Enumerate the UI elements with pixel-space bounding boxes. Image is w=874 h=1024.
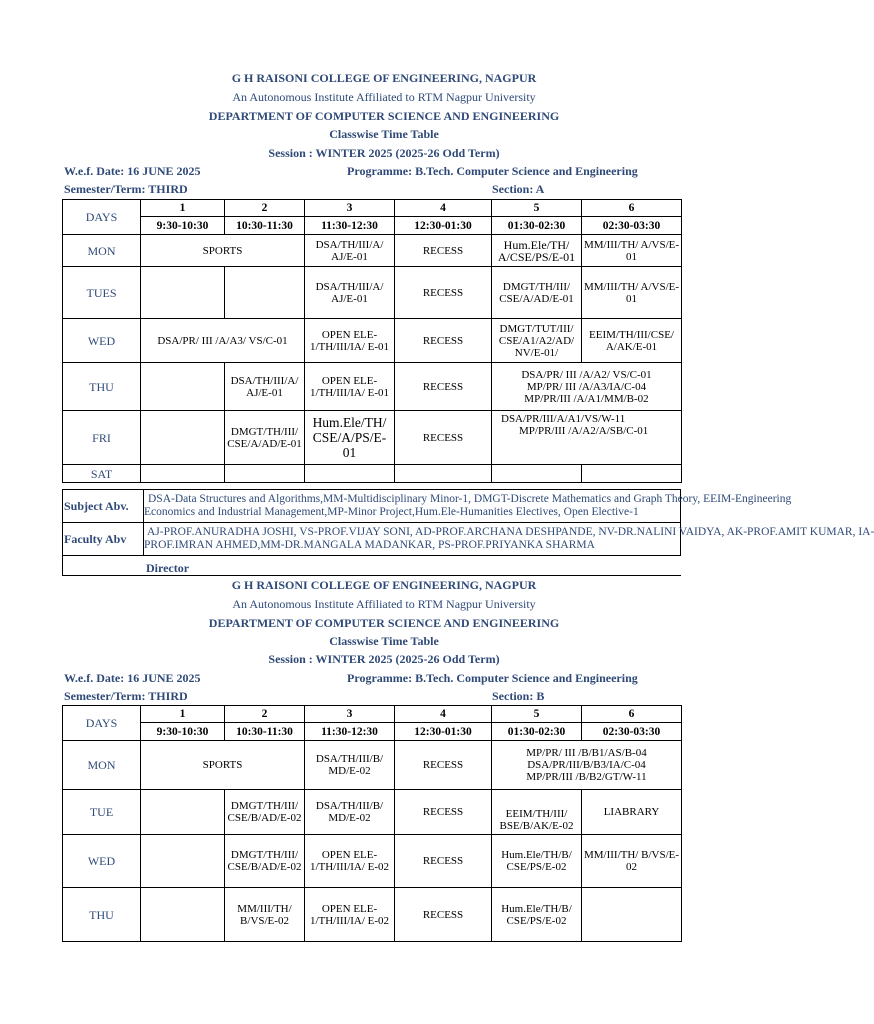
day-tues: TUES: [63, 267, 141, 319]
slot-time: 9:30-10:30: [141, 217, 225, 235]
slot-cell: Hum.Ele/TH/B/ CSE/PS/E-02: [492, 835, 582, 888]
table-row: [63, 490, 681, 523]
divider: [62, 555, 63, 576]
slot-time: 12:30-01:30: [395, 723, 492, 741]
day-mon: MON: [63, 741, 141, 790]
lab-batches-cell: [492, 411, 682, 465]
slot-number: 6: [582, 706, 682, 723]
slot-cell: [582, 465, 682, 483]
doc-title-b: Classwise Time Table: [329, 634, 439, 648]
lab-line: DSA/PR/III/B/B3/IA/C-04: [527, 759, 646, 771]
slot-number: 4: [395, 706, 492, 723]
slot-cell: RECESS: [395, 835, 492, 888]
table-row: [63, 267, 682, 319]
slot-cell: [141, 790, 225, 835]
table-row: [63, 235, 682, 267]
timetable-a: [62, 199, 682, 483]
slot-cell: RECESS: [395, 267, 492, 319]
slot-time: 10:30-11:30: [225, 723, 305, 741]
slot-cell: DSA/TH/III/B/ MD/E-02: [305, 790, 395, 835]
slot-cell: OPEN ELE-1/TH/III/IA/ E-01: [305, 319, 395, 363]
subject-abv-text: [144, 490, 792, 523]
lab-line: DSA/PR/III/A/A1/VS/W-11: [501, 413, 626, 425]
table-row: [63, 319, 682, 363]
abbreviations-a: [62, 489, 874, 556]
faculty-abv-text: [144, 523, 874, 556]
table-row: [63, 200, 682, 217]
programme-b: Programme: B.Tech. Computer Science and Engineering: [347, 671, 638, 685]
slot-cell: RECESS: [395, 411, 492, 465]
slot-time: 12:30-01:30: [395, 217, 492, 235]
lab-line: DSA/PR/ III /A/A2/ VS/C-01: [521, 368, 652, 381]
lab-batches-cell: [492, 363, 682, 411]
slot-cell: [141, 411, 225, 465]
slot-number: 1: [141, 200, 225, 217]
table-row: [63, 835, 682, 888]
slot-time: 02:30-03:30: [582, 723, 682, 741]
slot-cell: OPEN ELE-1/TH/III/IA/ E-01: [305, 363, 395, 411]
table-row: [63, 790, 682, 835]
slot-cell: [141, 835, 225, 888]
lab-line: MP/PR/ III /B/B1/AS/B-04: [526, 747, 647, 759]
slot-cell: RECESS: [395, 741, 492, 790]
slot-cell: [582, 888, 682, 942]
table-row: [63, 523, 681, 556]
lab-batches-cell: [492, 741, 682, 790]
slot-cell: DMGT/TH/III/ CSE/B/AD/E-02: [225, 835, 305, 888]
day-wed: WED: [63, 319, 141, 363]
slot-cell: [141, 363, 225, 411]
slot-cell: SPORTS: [141, 741, 305, 790]
slot-time: 10:30-11:30: [225, 217, 305, 235]
slot-cell: DSA/TH/III/A/ AJ/E-01: [305, 267, 395, 319]
slot-cell: DSA/TH/III/B/ MD/E-02: [305, 741, 395, 790]
days-header: DAYS: [63, 706, 141, 741]
table-row: [63, 217, 682, 235]
slot-cell: DSA/PR/ III /A/A3/ VS/C-01: [141, 319, 305, 363]
slot-cell: [305, 465, 395, 483]
slot-cell: Hum.Ele/TH/B/ CSE/PS/E-02: [492, 888, 582, 942]
semester-b: Semester/Term: THIRD: [64, 689, 188, 703]
slot-cell: DMGT/TH/III/ CSE/A/AD/E-01: [225, 411, 305, 465]
slot-number: 6: [582, 200, 682, 217]
table-row: [63, 706, 682, 723]
lab-line: MP/PR/III /A/A2/A/SB/C-01: [519, 425, 649, 437]
slot-time: 9:30-10:30: [141, 723, 225, 741]
slot-cell: [141, 888, 225, 942]
slot-time: 01:30-02:30: [492, 723, 582, 741]
slot-number: 1: [141, 706, 225, 723]
wef-date-b: W.e.f. Date: 16 JUNE 2025: [64, 671, 201, 685]
slot-cell: DMGT/TH/III/ CSE/A/AD/E-01: [492, 267, 582, 319]
subject-abv-label: Subject Abv.: [63, 490, 144, 523]
slot-cell: LIABRARY: [582, 790, 682, 835]
table-row: [63, 465, 682, 483]
slot-cell: MM/III/TH/ B/VS/E-02: [225, 888, 305, 942]
slot-cell: RECESS: [395, 790, 492, 835]
slot-cell: Hum.Ele/TH/ CSE/A/PS/E- 01: [305, 411, 395, 465]
slot-cell: Hum.Ele/TH/ A/CSE/PS/E-01: [492, 235, 582, 267]
slot-number: 3: [305, 200, 395, 217]
slot-cell: [492, 465, 582, 483]
day-fri: FRI: [63, 411, 141, 465]
faculty-abv-line: PROF.IMRAN AHMED,MM-DR.MANGALA MADANKAR, PS-PROF.PRIYANKA SHARMA: [144, 539, 595, 551]
lab-line: MP/PR/ III /A/A3/IA/C-04: [526, 380, 647, 393]
slot-cell: SPORTS: [141, 235, 305, 267]
affiliation-b: An Autonomous Institute Affiliated to RTM Nagpur University: [232, 597, 536, 611]
faculty-abv-line: AJ-PROF.ANURADHA JOSHI, VS-PROF.VIJAY SONI, AD-PROF.ARCHANA DESHPANDE, NV-DR.NALINI VAIDYA, AK-PROF.AMIT KUMAR, IA-: [147, 526, 874, 538]
session-b: Session : WINTER 2025 (2025-26 Odd Term): [268, 652, 500, 666]
slot-cell: MM/III/TH/ A/VS/E-01: [582, 235, 682, 267]
slot-cell: [141, 465, 225, 483]
slot-number: 5: [492, 200, 582, 217]
faculty-abv-label: Faculty Abv: [63, 523, 144, 556]
days-header: DAYS: [63, 200, 141, 235]
affiliation-a: An Autonomous Institute Affiliated to RTM Nagpur University: [232, 90, 536, 104]
slot-cell: EEIM/TH/III/ BSE/B/AK/E-02: [492, 790, 582, 835]
slot-cell: [141, 267, 225, 319]
slot-cell: DSA/TH/III/A/ AJ/E-01: [305, 235, 395, 267]
slot-time: 02:30-03:30: [582, 217, 682, 235]
slot-time: 11:30-12:30: [305, 723, 395, 741]
subject-abv-line: Economics and Industrial Management,MP-Minor Project,Hum.Ele-Humanities Electives, Open Elective-1: [144, 506, 639, 518]
day-wed: WED: [63, 835, 141, 888]
day-sat: SAT: [63, 465, 141, 483]
semester-a: Semester/Term: THIRD: [64, 182, 188, 196]
lab-line: MP/PR/III /A/A1/MM/B-02: [524, 392, 649, 405]
slot-number: 2: [225, 706, 305, 723]
slot-number: 3: [305, 706, 395, 723]
slot-cell: [225, 465, 305, 483]
table-row: [63, 741, 682, 790]
slot-cell: RECESS: [395, 235, 492, 267]
slot-cell: RECESS: [395, 319, 492, 363]
college-name-b: G H RAISONI COLLEGE OF ENGINEERING, NAGPUR: [231, 578, 537, 592]
college-name-a: G H RAISONI COLLEGE OF ENGINEERING, NAGPUR: [231, 71, 537, 85]
slot-cell: DSA/TH/III/A/ AJ/E-01: [225, 363, 305, 411]
slot-cell: MM/III/TH/ B/VS/E-02: [582, 835, 682, 888]
table-row: [63, 411, 682, 465]
programme-a: Programme: B.Tech. Computer Science and Engineering: [347, 164, 638, 178]
day-thu: THU: [63, 363, 141, 411]
slot-number: 4: [395, 200, 492, 217]
director-label: Director: [146, 561, 190, 575]
slot-cell: DMGT/TUT/III/ CSE/A1/A2/AD/ NV/E-01/: [492, 319, 582, 363]
wef-date-a: W.e.f. Date: 16 JUNE 2025: [64, 164, 201, 178]
slot-cell: EEIM/TH/III/CSE/ A/AK/E-01: [582, 319, 682, 363]
slot-number: 5: [492, 706, 582, 723]
day-mon: MON: [63, 235, 141, 267]
slot-number: 2: [225, 200, 305, 217]
slot-cell: [395, 465, 492, 483]
slot-cell: OPEN ELE-1/TH/III/IA/ E-02: [305, 835, 395, 888]
table-row: [63, 363, 682, 411]
table-row: [63, 888, 682, 942]
doc-title-a: Classwise Time Table: [329, 127, 439, 141]
subject-abv-line: DSA-Data Structures and Algorithms,MM-Multidisciplinary Minor-1, DMGT-Discrete Mathematics and Graph Theory, EEIM-Engineering: [148, 493, 792, 505]
day-tue: TUE: [63, 790, 141, 835]
department-b: DEPARTMENT OF COMPUTER SCIENCE AND ENGINEERING: [208, 616, 560, 630]
department-a: DEPARTMENT OF COMPUTER SCIENCE AND ENGINEERING: [208, 109, 560, 123]
slot-cell: MM/III/TH/ A/VS/E-01: [582, 267, 682, 319]
table-row: [63, 723, 682, 741]
slot-time: 11:30-12:30: [305, 217, 395, 235]
section-label-a: Section: A: [492, 182, 545, 196]
session-a: Session : WINTER 2025 (2025-26 Odd Term): [268, 146, 500, 160]
day-thu: THU: [63, 888, 141, 942]
lab-line: MP/PR/III /B/B2/GT/W-11: [526, 771, 647, 783]
slot-cell: OPEN ELE-1/TH/III/IA/ E-02: [305, 888, 395, 942]
section-label-b: Section: B: [492, 689, 545, 703]
slot-cell: RECESS: [395, 888, 492, 942]
slot-time: 01:30-02:30: [492, 217, 582, 235]
slot-cell: RECESS: [395, 363, 492, 411]
slot-cell: [225, 267, 305, 319]
timetable-b: [62, 705, 682, 942]
slot-cell: DMGT/TH/III/ CSE/B/AD/E-02: [225, 790, 305, 835]
